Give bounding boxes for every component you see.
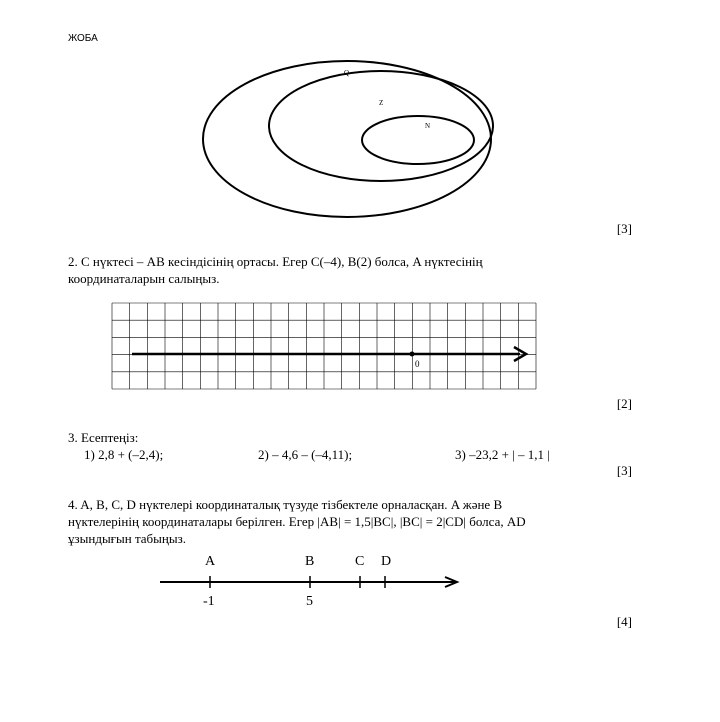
origin-point [410, 352, 415, 357]
q3-title: 3. Есептеңіз: [68, 430, 139, 445]
set-z-ellipse [269, 71, 493, 181]
q2-marks: [2] [616, 396, 632, 411]
page-header: ЖОБА [68, 33, 98, 44]
point-b-value: 5 [306, 594, 313, 609]
point-a-label: A [205, 554, 216, 569]
grid-number-line [110, 301, 540, 393]
q2-text-line2: координаталарын салыңыз. [68, 271, 220, 286]
point-c-label: C [355, 554, 365, 569]
q3-item3: 3) –23,2 + | – 1,1 | [455, 447, 550, 462]
q4-number-line [155, 548, 465, 612]
q3-item1: 1) 2,8 + (–2,4); [84, 447, 164, 462]
axis-zero-label: 0 [415, 359, 420, 369]
q2-text-line1: 2. C нүктесі – AB кесіндісінің ортасы. Егер C(–4), B(2) болса, A нүктесінің [68, 254, 483, 269]
q3-item2: 2) – 4,6 – (–4,11); [258, 447, 353, 462]
q4-marks: [4] [616, 614, 632, 629]
q1-marks: [3] [616, 221, 632, 236]
set-q-ellipse [203, 61, 491, 217]
venn-diagram [200, 58, 505, 220]
set-z-label: Z [379, 99, 384, 107]
q4-text-line1: 4. A, B, C, D нүктелері координаталық түзуде тізбектеле орналасқан. A және B [68, 497, 503, 512]
set-n-ellipse [362, 116, 474, 164]
q4-text-line3: ұзындығын табыңыз. [68, 531, 186, 546]
point-d-label: D [381, 554, 392, 569]
set-n-label: N [425, 122, 431, 130]
point-a-value: -1 [203, 594, 215, 609]
set-q-label: Q [344, 69, 350, 77]
point-b-label: B [305, 554, 315, 569]
q3-marks: [3] [616, 463, 632, 478]
q4-text-line2: нүктелерінің координаталары берілген. Егер |AB| = 1,5|BC|, |BC| = 2|CD| болса, AD [68, 514, 526, 529]
